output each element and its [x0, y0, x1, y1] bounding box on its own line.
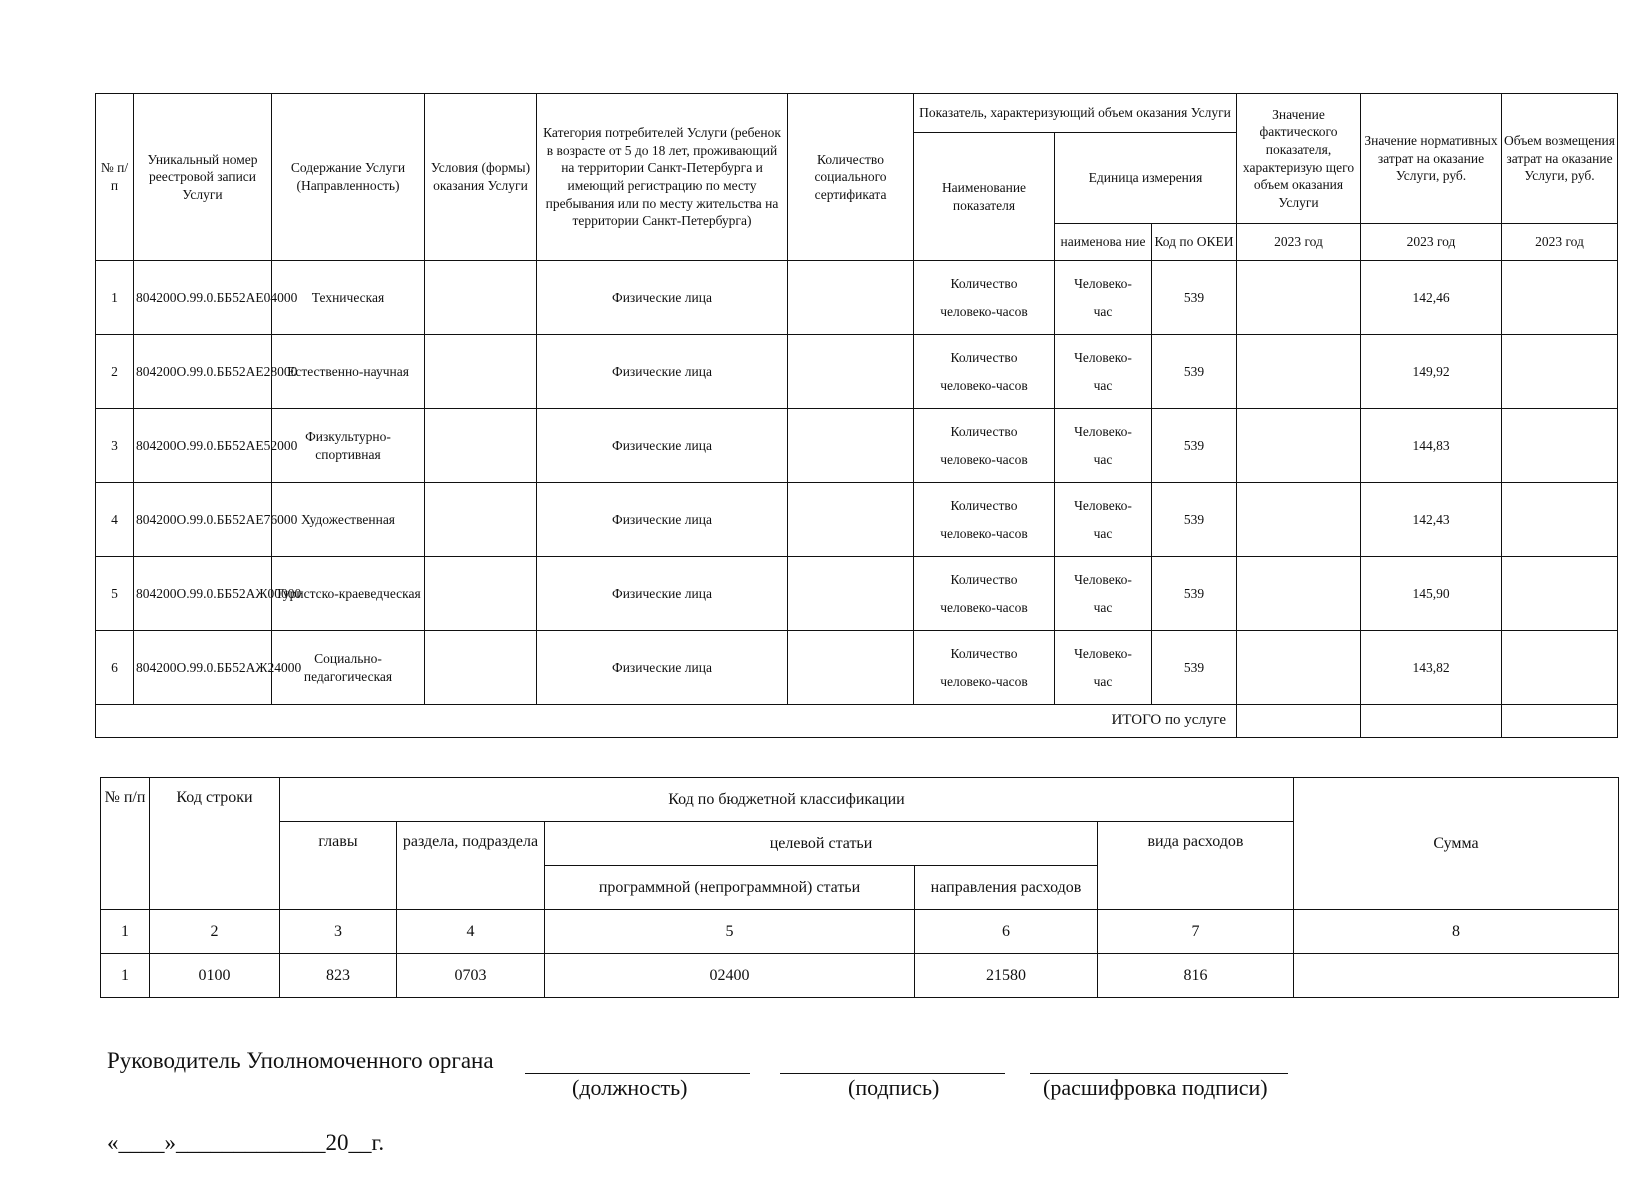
table-row	[96, 261, 1618, 335]
row-no: 6	[96, 631, 134, 705]
header-program: программной (непрограммной) статьи	[545, 866, 915, 910]
header-unit-group: Единица измерения	[1055, 133, 1237, 224]
signature-caption: (подпись)	[848, 1075, 940, 1100]
header-target: целевой статьи	[545, 822, 1098, 866]
row-no: 2	[96, 335, 134, 409]
header-content: Содержание Услуги (Направленность)	[272, 94, 425, 261]
col-number: 6	[915, 910, 1098, 954]
header-no: № п/п	[101, 778, 150, 910]
header-conditions: Условия (формы) оказания Услуги	[425, 94, 537, 261]
row-indicator: Количество человеко-часов	[914, 409, 1055, 483]
row-indicator: Количество человеко-часов	[914, 483, 1055, 557]
row-certs	[788, 557, 914, 631]
header-norm: Значение нормативных затрат на оказание Услуги, руб.	[1361, 94, 1502, 224]
row-norm: 142,43	[1361, 483, 1502, 557]
row-certs	[788, 335, 914, 409]
row-norm: 145,90	[1361, 557, 1502, 631]
row-actual	[1237, 631, 1361, 705]
decode-caption: (расшифровка подписи)	[1043, 1075, 1268, 1100]
total-actual	[1237, 705, 1361, 738]
position-line	[525, 1073, 750, 1074]
total-row	[96, 705, 1618, 738]
date-line: «____»_____________20__г.	[107, 1130, 385, 1155]
row-registry-code: 804200О.99.0.ББ52АЕ28000	[134, 335, 272, 409]
row-registry-code: 804200О.99.0.ББ52АЕ76000	[134, 483, 272, 557]
header-sum: Сумма	[1294, 778, 1619, 910]
table-row	[96, 335, 1618, 409]
header-chapter: главы	[280, 822, 397, 910]
row-no: 3	[96, 409, 134, 483]
row-refund	[1502, 631, 1618, 705]
position-caption: (должность)	[572, 1075, 688, 1100]
row-category: Физические лица	[537, 557, 788, 631]
header-year-refund: 2023 год	[1502, 224, 1618, 261]
header-no: № п/ п	[96, 94, 134, 261]
row-content: Социально-педагогическая	[272, 631, 425, 705]
row-certs	[788, 483, 914, 557]
row-okei: 539	[1152, 335, 1237, 409]
row-norm: 149,92	[1361, 335, 1502, 409]
row-actual	[1237, 483, 1361, 557]
row-certs	[788, 261, 914, 335]
row-unit-name: Человеко- час	[1055, 557, 1152, 631]
header-indicator-group: Показатель, характеризующий объем оказания Услуги	[914, 94, 1237, 133]
row-conditions	[425, 335, 537, 409]
row-norm: 143,82	[1361, 631, 1502, 705]
row-norm: 144,83	[1361, 409, 1502, 483]
header-direction: направления расходов	[915, 866, 1098, 910]
row-registry-code: 804200О.99.0.ББ52АЖ24000	[134, 631, 272, 705]
row-actual	[1237, 409, 1361, 483]
row-conditions	[425, 409, 537, 483]
signature-line	[780, 1073, 1005, 1074]
row-indicator: Количество человеко-часов	[914, 557, 1055, 631]
row-registry-code: 804200О.99.0.ББ52АЕ04000	[134, 261, 272, 335]
row-indicator: Количество человеко-часов	[914, 335, 1055, 409]
header-refund: Объем возмещения затрат на оказание Услуги, руб.	[1502, 94, 1618, 224]
header-indicator-name: Наименование показателя	[914, 133, 1055, 261]
row-direction: 21580	[915, 954, 1098, 998]
head-label: Руководитель Уполномоченного органа	[107, 1048, 494, 1073]
row-category: Физические лица	[537, 483, 788, 557]
total-norm	[1361, 705, 1502, 738]
table-row	[101, 954, 1619, 998]
decode-line	[1030, 1073, 1288, 1074]
row-category: Физические лица	[537, 261, 788, 335]
row-section: 0703	[397, 954, 545, 998]
col-number: 5	[545, 910, 915, 954]
row-refund	[1502, 261, 1618, 335]
header-certs: Количество социального сертификата	[788, 94, 914, 261]
row-okei: 539	[1152, 557, 1237, 631]
row-chapter: 823	[280, 954, 397, 998]
budget-classification-table	[100, 777, 1619, 998]
row-refund	[1502, 335, 1618, 409]
col-number: 2	[150, 910, 280, 954]
row-content: Естественно-научная	[272, 335, 425, 409]
col-number: 3	[280, 910, 397, 954]
row-no: 1	[96, 261, 134, 335]
header-registry: Уникальный номер реестровой записи Услуги	[134, 94, 272, 261]
row-indicator: Количество человеко-часов	[914, 261, 1055, 335]
row-certs	[788, 409, 914, 483]
header-section: раздела, подраздела	[397, 822, 545, 910]
row-registry-code: 804200О.99.0.ББ52АЕ52000	[134, 409, 272, 483]
total-refund	[1502, 705, 1618, 738]
row-unit-name: Человеко- час	[1055, 409, 1152, 483]
row-conditions	[425, 631, 537, 705]
table-row	[96, 483, 1618, 557]
col-number: 8	[1294, 910, 1619, 954]
row-program: 02400	[545, 954, 915, 998]
table-row	[96, 631, 1618, 705]
row-okei: 539	[1152, 409, 1237, 483]
col-number: 4	[397, 910, 545, 954]
column-number-row	[101, 910, 1619, 954]
row-conditions	[425, 483, 537, 557]
row-norm: 142,46	[1361, 261, 1502, 335]
row-unit-name: Человеко- час	[1055, 631, 1152, 705]
row-okei: 539	[1152, 483, 1237, 557]
row-content: Техническая	[272, 261, 425, 335]
row-no: 4	[96, 483, 134, 557]
header-unit-code: Код по ОКЕИ	[1152, 224, 1237, 261]
row-code: 0100	[150, 954, 280, 998]
row-registry-code: 804200О.99.0.ББ52АЖ00000	[134, 557, 272, 631]
header-unit-name: наименова ние	[1055, 224, 1152, 261]
row-content: Физкультурно-спортивная	[272, 409, 425, 483]
service-volume-table	[95, 93, 1618, 738]
row-category: Физические лица	[537, 631, 788, 705]
row-actual	[1237, 261, 1361, 335]
row-indicator: Количество человеко-часов	[914, 631, 1055, 705]
header-category: Категория потребителей Услуги (ребенок в возрасте от 5 до 18 лет, проживающий на территории Санкт-Петербурга и имеющий регистрацию по месту пребывания или по месту жительства на территории Санкт-Петербурга)	[537, 94, 788, 261]
header-actual: Значение фактического показателя, характеризую щего объем оказания Услуги	[1237, 94, 1361, 224]
row-refund	[1502, 557, 1618, 631]
row-certs	[788, 631, 914, 705]
col-number: 7	[1098, 910, 1294, 954]
row-no: 5	[96, 557, 134, 631]
row-okei: 539	[1152, 261, 1237, 335]
row-conditions	[425, 261, 537, 335]
header-budget-code: Код по бюджетной классификации	[280, 778, 1294, 822]
row-category: Физические лица	[537, 335, 788, 409]
row-actual	[1237, 557, 1361, 631]
row-sum	[1294, 954, 1619, 998]
col-number: 1	[101, 910, 150, 954]
row-refund	[1502, 483, 1618, 557]
row-no: 1	[101, 954, 150, 998]
header-year-actual: 2023 год	[1237, 224, 1361, 261]
row-category: Физические лица	[537, 409, 788, 483]
row-unit-name: Человеко- час	[1055, 483, 1152, 557]
row-expense-type: 816	[1098, 954, 1294, 998]
row-actual	[1237, 335, 1361, 409]
table-row	[96, 409, 1618, 483]
total-label: ИТОГО по услуге	[96, 705, 1237, 738]
row-okei: 539	[1152, 631, 1237, 705]
row-unit-name: Человеко- час	[1055, 335, 1152, 409]
row-unit-name: Человеко- час	[1055, 261, 1152, 335]
header-expense-type: вида расходов	[1098, 822, 1294, 910]
row-content: Художественная	[272, 483, 425, 557]
header-year-norm: 2023 год	[1361, 224, 1502, 261]
header-row-code: Код строки	[150, 778, 280, 910]
row-content: Туристско-краеведческая	[272, 557, 425, 631]
row-conditions	[425, 557, 537, 631]
table-row	[96, 557, 1618, 631]
row-refund	[1502, 409, 1618, 483]
